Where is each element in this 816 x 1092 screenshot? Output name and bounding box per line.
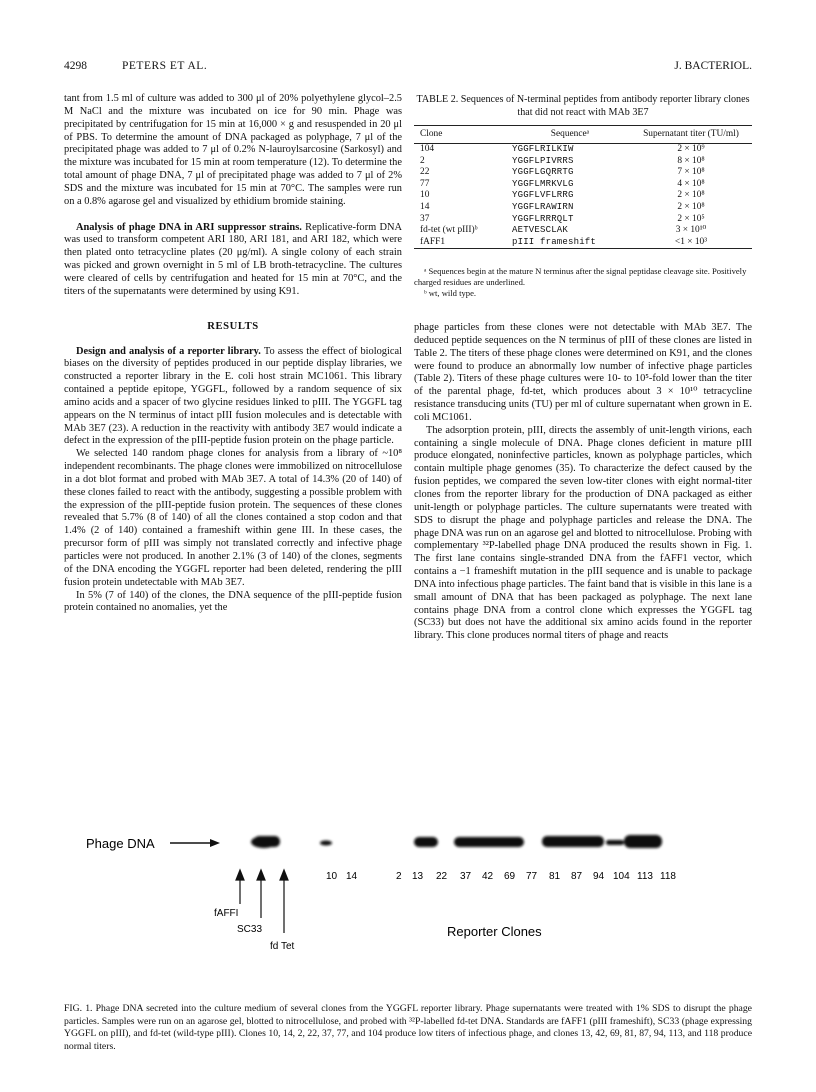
sequence-cell: YGGFLRAWIRN [512,201,574,212]
results-paragraph-1: phage particles from these clones were not detectable with MAb 3E7. The deduced peptide sequences on the N terminus of pIII of these clones are listed in Table 2. The titers of these phage clones were determined on K91, and the clones were found to produce an abnormally low number of infective phage particles (Table 2). Titers of these phage cultures were 10- to 10⁵-fold lower than the titer of the parental phage, fd-tet, which produces about 3 × 10¹⁰ tetracycline resistance transducing units (TU) per ml of culture supernatant when grown in E. coli MC1061. [414,322,752,423]
clone-cell: 37 [420,213,430,224]
titer-cell: 2 × 10⁹ [677,144,705,154]
table2-footnotes [414,266,752,299]
page-number: 4298 [64,60,87,72]
figure-caption-text: Phage DNA secreted into the culture medium of several clones from the YGGFL reporter library. Phage supernatants were treated with 1% SDS to disrupt the phage particles. Samples were run on an agarose gel, blotted to nitrocellulose, and probed with ³²P-labelled fd-tet DNA. Standards are fAFF1 (pIII frameshift), SC33 (phage expressing YGGFL on pIII), and fd-tet (wild-type pIII). Clones 10, 14, 2, 22, 37, 77, and 104 produce low titers of infectious phage, and clones 13, 42, 69, 81, 87, 94, 113, and 118 produce normal titers. [64,1003,752,1052]
lane-label: 118 [660,871,676,882]
sequence-cell: YGGFLMRKVLG [512,178,574,189]
clone-cell: 77 [420,178,430,189]
design-paragraph [64,346,402,449]
titer-cell: <1 × 10³ [674,236,708,247]
clone-cell: 104 [420,144,435,154]
table-row [414,237,752,249]
table-row [414,156,752,168]
sequence-cell: pIII frameshift [512,236,597,247]
lane-label: 42 [482,871,494,882]
lane-label: 69 [504,871,516,882]
right-column [414,322,752,643]
arrow-up-icon [257,870,265,880]
table-row [414,225,752,237]
clone-cell: 14 [420,201,430,212]
results-title: RESULTS [207,320,259,332]
lane-label: 77 [526,871,538,882]
lane-label: 10 [326,871,338,882]
lane-label: 14 [346,871,358,882]
table-row [414,144,752,156]
phage-dna-label: Phage DNA [86,836,155,851]
figure-caption-label: FIG. 1. [64,1003,93,1014]
lane-label: 2 [396,871,402,882]
lane-labels [326,871,676,882]
running-authors: PETERS ET AL. [122,60,208,72]
table2 [414,125,752,249]
band-37-77 [454,837,524,847]
footnote-a: ᵃ Sequences begin at the mature N terminus after the signal peptidase cleavage site. Positively charged residues are underlined. [414,266,747,287]
titer-cell: 8 × 10⁸ [677,155,705,166]
selection-paragraph: We selected 140 random phage clones for analysis from a library of ~10⁸ independent recombinants. The phage clones were immobilized on nitrocellulose in a dot blot format and probed with MAb 3E7. A total of 14.3% (20 of 140) of these clones failed to react with the antibody, suggesting a possible problem with the expression of the pIII-peptide fusion protein. The sequences of these clones revealed that 5.7% (8 of 140) of all the clones contained a stop codon and that 1.4% (2 of 140) contained a frameshift within gene III. In these cases, the precursor form of pIII was simply not translated correctly and infective phage particles were not produced. In another 2.1% (3 of 140) of the clones, segments of the DNA encoding the YGGFL reporter had been deleted, rendering the pIII fusion protein undetectable with MAb 3E7. [64,448,402,588]
lane-label: 104 [613,871,630,882]
arrow-up-icon [280,870,288,880]
ari-text: Replicative-form DNA was used to transform competent ARI 180, ARI 181, and ARI 182, which were then plated onto tetracycline plates (20 μg/ml). A single colony of each strain was picked and grown overnight in 5 ml of LB broth-tetracycline. The cultures were cleared of cells by centrifugation and heated for 15 min at 70°C, and the titers of the supernatants were determined by using K91. [64,221,402,297]
lane-label: 87 [571,871,583,882]
running-header [64,60,752,76]
blot-figure [64,826,752,1001]
band-10 [320,841,332,846]
lane-label: 94 [593,871,605,882]
left-column [64,93,402,615]
standard-sc33: SC33 [237,924,263,935]
header-clone: Clone [420,129,443,139]
band-arrow-icon [170,839,220,847]
lane-label: 81 [549,871,561,882]
design-heading: Design and analysis of a reporter library. [76,345,261,357]
titer-cell: 4 × 10⁸ [677,178,705,189]
table-row [414,167,752,179]
header-titer: Supernatant titer (TU/ml) [643,129,739,139]
reporter-clones-label: Reporter Clones [447,924,542,939]
sequence-cell: YGGFLRRRQLT [512,213,574,224]
clone-cell: 2 [420,155,425,166]
ari-heading: Analysis of phage DNA in ARI suppressor strains. [76,221,302,233]
table-row [414,202,752,214]
sequence-cell: AETVESCLAK [512,225,569,236]
sequence-cell: YGGFLPIVRRS [512,155,574,166]
titer-cell: 7 × 10⁸ [677,167,705,178]
titer-cell: 2 × 10⁸ [677,190,705,201]
sequence-cell: YGGFLGQRRTG [512,167,574,178]
methods-continuation: tant from 1.5 ml of culture was added to 300 μl of 20% polyethylene glycol–2.5 M NaCl and the mixture was incubated on ice for 90 min. Phage was precipitated by centrifugation for 15 min at 16,000 × g and resuspended in 20 μl of PBS. To determine the amount of DNA packaged as polyphage, 7 μl of the precipitated phage was added to 7 μl of 0.2% N-lauroylsarcosine (Sarkosyl) and the mixture was incubated for 15 min at room temperature (12). To determine the total amount of phage DNA, 7 μl of precipitated phage was added to 7 μl of 2% SDS and the mixture was incubated for 15 min at 70°C. The samples were run on a 0.8% agarose gel and visualized by ethidium bromide staining. [64,93,402,207]
sequence-cell: YGGFLVFLRRG [512,190,574,201]
journal-name: J. BACTERIOL. [674,60,752,72]
arrow-up-icon [236,870,244,880]
table2-caption: TABLE 2. Sequences of N-terminal peptides from antibody reporter library clones that did not react with MAb 3E7 [416,94,750,118]
table-row [414,179,752,191]
figure-1-caption [64,1003,752,1053]
titer-cell: 2 × 10⁵ [677,213,705,224]
standard-fd-tet: fd Tet [270,941,295,952]
standard-faffi: fAFFI [214,908,239,919]
footnote-b: ᵇ wt, wild type. [424,288,477,298]
table-row [414,190,752,202]
results-paragraph-2: The adsorption protein, pIII, directs the assembly of unit-length virions, each containing a single molecule of DNA. Phage clones deficient in mature pIII produce elongated, noninfective particles, known as polyphage particles, which contain multiple phage genomes (35). To characterize the defect caused by the fusion peptides, we compared the seven low-titer clones with eight normal-titer clones from the reporter library for the production of DNA packaged as either unit-length or polyphage particles. The culture supernatants were treated with SDS to disrupt the phage and polyphage particles and release the DNA. The phage DNA was run on an agarose gel and blotted to nitrocellulose. Probing with complementary ³²P-labelled phage DNA produced the results shown in Fig. 1. The first lane contains single-stranded DNA from the fAFF1 vector, which contains a −1 frameshift mutation in the pIII sequence and is unable to package DNA into infectious phage particles. The faint band that is visible in this lane is a small amount of DNA that has been packaged as polyphage. The next lane contains phage DNA from a control clone which expresses the YGGFL tag (SC33) but does not have the additional six amino acids found in the reporter library. This clone produces normal titers of phage and reacts [414,424,753,642]
table-row [414,214,752,226]
clone-cell: fAFF1 [420,236,446,247]
blot-bands [251,835,662,848]
table-header-row [414,126,752,144]
band-sc33 [254,836,280,847]
clone-cell: 22 [420,167,430,178]
lane-label: 13 [412,871,424,882]
sequence-cell: YGGFLRILKIW [512,144,574,154]
lane-label: 37 [460,871,472,882]
design-text: To assess the effect of biological biases on the diversity of peptides produced in our peptide display libraries, we constructed a reporter library in the E. coli host strain MC1061. This library contained a peptide epitope, YGGFL, followed by a random sequence of six amino acids and a spacer of two glycine residues linked to pIII. The YGGFL tag appears on the N terminus of intact pIII fusion molecules and is detectable with MAb 3E7 (23). A reduction in the reactivity with antibody 3E7 would indicate a defect in the expression of the pIII-peptide fusion protein on the phage particle. [64,345,402,447]
titer-cell: 3 × 10¹⁰ [675,225,707,236]
five-percent-paragraph: In 5% (7 of 140) of the clones, the DNA sequence of the pIII-peptide fusion protein contained no anomalies, yet the [64,589,402,614]
clone-cell: 10 [420,190,430,201]
figure-1 [64,826,752,1001]
lane-label: 113 [637,871,653,882]
band-81-94 [542,836,604,847]
titer-cell: 2 × 10⁸ [677,201,705,212]
ari-paragraph [64,222,402,299]
band-13-22 [414,837,438,847]
clone-cell: fd-tet (wt pIII)ᵇ [420,225,478,236]
header-sequence: Sequenceᵃ [550,129,590,139]
lane-label: 22 [436,871,448,882]
band-104 [606,840,624,845]
band-113-118 [624,835,662,848]
